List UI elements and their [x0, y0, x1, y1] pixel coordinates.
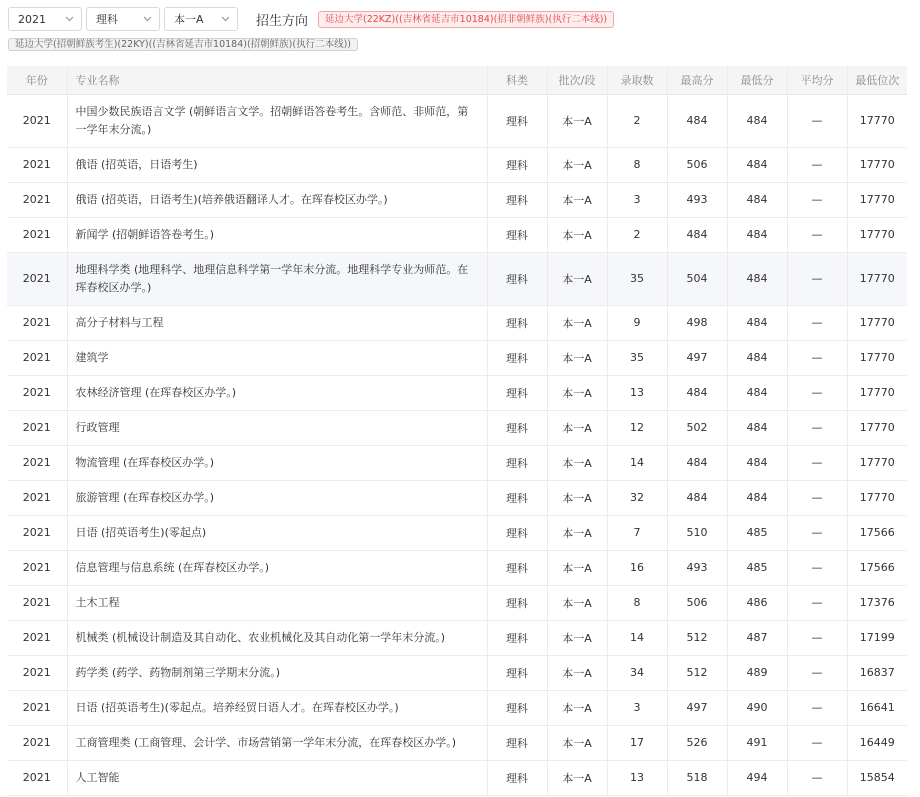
cell-min-rank: 17770 [847, 375, 907, 410]
cell-batch: 本一A [547, 340, 607, 375]
cell-min-rank: 17770 [847, 147, 907, 182]
cell-major: 建筑学 [67, 340, 487, 375]
cell-category: 理科 [487, 690, 547, 725]
cell-avg-score: — [787, 690, 847, 725]
cell-batch: 本一A [547, 252, 607, 305]
cell-major: 新闻学 (招朝鲜语答卷考生。) [67, 217, 487, 252]
cell-avg-score: — [787, 725, 847, 760]
cell-major: 日语 (招英语考生)(零起点) [67, 515, 487, 550]
cell-max-score: 484 [667, 94, 727, 147]
cell-batch: 本一A [547, 445, 607, 480]
cell-min-score: 484 [727, 182, 787, 217]
cell-batch: 本一A [547, 690, 607, 725]
cell-admitted: 3 [607, 182, 667, 217]
cell-admitted: 7 [607, 515, 667, 550]
cell-batch: 本一A [547, 182, 607, 217]
cell-category: 理科 [487, 550, 547, 585]
cell-major: 行政管理 [67, 410, 487, 445]
cell-year: 2021 [7, 305, 67, 340]
cell-batch: 本一A [547, 217, 607, 252]
cell-max-score: 526 [667, 725, 727, 760]
cell-min-rank: 17770 [847, 410, 907, 445]
cell-max-score: 506 [667, 585, 727, 620]
chevron-down-icon [220, 14, 230, 24]
cell-min-score: 485 [727, 515, 787, 550]
category-select-value: 理科 [96, 13, 118, 26]
cell-min-rank: 17770 [847, 252, 907, 305]
cell-admitted: 17 [607, 725, 667, 760]
cell-avg-score: — [787, 217, 847, 252]
cell-admitted: 14 [607, 620, 667, 655]
cell-year: 2021 [7, 480, 67, 515]
cell-batch: 本一A [547, 94, 607, 147]
cell-max-score: 484 [667, 445, 727, 480]
cell-min-score: 484 [727, 445, 787, 480]
cell-batch: 本一A [547, 760, 607, 795]
cell-category: 理科 [487, 725, 547, 760]
cell-major: 俄语 (招英语，日语考生)(培养俄语翻译人才。在珲春校区办学。) [67, 182, 487, 217]
cell-batch: 本一A [547, 480, 607, 515]
cell-admitted: 32 [607, 480, 667, 515]
cell-year: 2021 [7, 445, 67, 480]
cell-category: 理科 [487, 94, 547, 147]
direction-tag[interactable]: 延边大学(招朝鲜族考生)(22KY)((吉林省延吉市10184)(招朝鲜族)(执行二本线)) [8, 38, 358, 51]
cell-max-score: 512 [667, 620, 727, 655]
direction-tag-active[interactable]: 延边大学(22KZ)((吉林省延吉市10184)(招非朝鲜族)(执行二本线)) [318, 11, 614, 28]
cell-batch: 本一A [547, 410, 607, 445]
cell-admitted: 13 [607, 760, 667, 795]
cell-major: 地理科学类 (地理科学、地理信息科学第一学年末分流。地理科学专业为师范。在珲春校区办学。) [67, 252, 487, 305]
cell-batch: 本一A [547, 585, 607, 620]
cell-min-rank: 17770 [847, 305, 907, 340]
cell-year: 2021 [7, 410, 67, 445]
cell-category: 理科 [487, 445, 547, 480]
cell-avg-score: — [787, 655, 847, 690]
cell-admitted: 8 [607, 147, 667, 182]
cell-year: 2021 [7, 515, 67, 550]
cell-category: 理科 [487, 515, 547, 550]
cell-major: 俄语 (招英语，日语考生) [67, 147, 487, 182]
cell-year: 2021 [7, 147, 67, 182]
cell-min-rank: 17770 [847, 480, 907, 515]
cell-avg-score: — [787, 620, 847, 655]
col-header-max-score: 最高分 [667, 66, 727, 94]
cell-admitted: 13 [607, 375, 667, 410]
cell-year: 2021 [7, 620, 67, 655]
table-row[interactable] [7, 340, 907, 375]
cell-admitted: 8 [607, 585, 667, 620]
cell-max-score: 504 [667, 252, 727, 305]
cell-admitted: 2 [607, 217, 667, 252]
cell-avg-score: — [787, 760, 847, 795]
cell-min-score: 490 [727, 690, 787, 725]
col-header-batch: 批次/段 [547, 66, 607, 94]
cell-avg-score: — [787, 410, 847, 445]
cell-year: 2021 [7, 252, 67, 305]
cell-max-score: 493 [667, 550, 727, 585]
cell-year: 2021 [7, 375, 67, 410]
cell-batch: 本一A [547, 305, 607, 340]
col-header-min-rank: 最低位次 [847, 66, 907, 94]
cell-admitted: 16 [607, 550, 667, 585]
cell-year: 2021 [7, 182, 67, 217]
cell-admitted: 35 [607, 252, 667, 305]
direction-label: 招生方向 [256, 13, 309, 29]
cell-min-score: 484 [727, 305, 787, 340]
cell-max-score: 497 [667, 340, 727, 375]
cell-min-score: 494 [727, 760, 787, 795]
table-row[interactable] [7, 690, 907, 725]
cell-min-rank: 17566 [847, 550, 907, 585]
table-row[interactable] [7, 445, 907, 480]
cell-major: 工商管理类 (工商管理、会计学、市场营销第一学年末分流，在珲春校区办学。) [67, 725, 487, 760]
cell-year: 2021 [7, 760, 67, 795]
cell-batch: 本一A [547, 515, 607, 550]
cell-avg-score: — [787, 252, 847, 305]
cell-min-score: 484 [727, 94, 787, 147]
cell-year: 2021 [7, 94, 67, 147]
cell-min-score: 489 [727, 655, 787, 690]
col-header-min-score: 最低分 [727, 66, 787, 94]
cell-category: 理科 [487, 182, 547, 217]
cell-category: 理科 [487, 147, 547, 182]
cell-max-score: 484 [667, 480, 727, 515]
col-header-admitted: 录取数 [607, 66, 667, 94]
cell-category: 理科 [487, 760, 547, 795]
cell-min-rank: 16641 [847, 690, 907, 725]
cell-max-score: 506 [667, 147, 727, 182]
table-row[interactable] [7, 620, 907, 655]
table-row[interactable] [7, 182, 907, 217]
category-select[interactable] [86, 7, 160, 31]
cell-admitted: 12 [607, 410, 667, 445]
cell-min-score: 491 [727, 725, 787, 760]
cell-category: 理科 [487, 585, 547, 620]
cell-max-score: 512 [667, 655, 727, 690]
table-row[interactable] [7, 410, 907, 445]
cell-avg-score: — [787, 182, 847, 217]
cell-major: 高分子材料与工程 [67, 305, 487, 340]
table-row[interactable] [7, 480, 907, 515]
cell-max-score: 493 [667, 182, 727, 217]
cell-avg-score: — [787, 94, 847, 147]
cell-max-score: 498 [667, 305, 727, 340]
cell-category: 理科 [487, 305, 547, 340]
table-row[interactable] [7, 655, 907, 690]
cell-major: 旅游管理 (在珲春校区办学。) [67, 480, 487, 515]
cell-admitted: 3 [607, 690, 667, 725]
cell-year: 2021 [7, 217, 67, 252]
cell-major: 中国少数民族语言文学 (朝鲜语言文学。招朝鲜语答卷考生。含师范、非师范，第一学年末分流。) [67, 94, 487, 147]
cell-avg-score: — [787, 480, 847, 515]
cell-admitted: 9 [607, 305, 667, 340]
cell-min-rank: 17199 [847, 620, 907, 655]
table-row[interactable] [7, 375, 907, 410]
cell-admitted: 35 [607, 340, 667, 375]
cell-min-score: 484 [727, 252, 787, 305]
filter-bar [8, 7, 614, 31]
cell-category: 理科 [487, 410, 547, 445]
cell-batch: 本一A [547, 620, 607, 655]
table-row[interactable] [7, 725, 907, 760]
cell-batch: 本一A [547, 725, 607, 760]
cell-batch: 本一A [547, 655, 607, 690]
cell-category: 理科 [487, 480, 547, 515]
cell-category: 理科 [487, 217, 547, 252]
table-row[interactable] [7, 217, 907, 252]
cell-min-rank: 17770 [847, 94, 907, 147]
cell-avg-score: — [787, 550, 847, 585]
cell-category: 理科 [487, 375, 547, 410]
cell-min-score: 486 [727, 585, 787, 620]
cell-avg-score: — [787, 445, 847, 480]
cell-min-rank: 15854 [847, 760, 907, 795]
cell-min-rank: 16837 [847, 655, 907, 690]
cell-min-rank: 17770 [847, 217, 907, 252]
cell-min-score: 484 [727, 410, 787, 445]
cell-major: 信息管理与信息系统 (在珲春校区办学。) [67, 550, 487, 585]
cell-avg-score: — [787, 585, 847, 620]
year-select-value: 2021 [18, 12, 46, 26]
cell-avg-score: — [787, 305, 847, 340]
cell-max-score: 484 [667, 217, 727, 252]
table-row[interactable] [7, 252, 907, 305]
table-row[interactable] [7, 515, 907, 550]
batch-select[interactable] [164, 7, 238, 31]
cell-year: 2021 [7, 340, 67, 375]
cell-category: 理科 [487, 340, 547, 375]
table-row[interactable] [7, 147, 907, 182]
chevron-down-icon [142, 14, 152, 24]
cell-max-score: 502 [667, 410, 727, 445]
cell-major: 土木工程 [67, 585, 487, 620]
cell-major: 农林经济管理 (在珲春校区办学。) [67, 375, 487, 410]
cell-avg-score: — [787, 375, 847, 410]
cell-min-rank: 17566 [847, 515, 907, 550]
cell-year: 2021 [7, 550, 67, 585]
cell-batch: 本一A [547, 550, 607, 585]
col-header-category: 科类 [487, 66, 547, 94]
cell-min-score: 484 [727, 340, 787, 375]
table-row[interactable] [7, 94, 907, 147]
cell-min-rank: 17770 [847, 340, 907, 375]
cell-admitted: 34 [607, 655, 667, 690]
cell-max-score: 497 [667, 690, 727, 725]
col-header-avg-score: 平均分 [787, 66, 847, 94]
cell-year: 2021 [7, 585, 67, 620]
cell-year: 2021 [7, 725, 67, 760]
cell-max-score: 510 [667, 515, 727, 550]
cell-year: 2021 [7, 655, 67, 690]
cell-max-score: 518 [667, 760, 727, 795]
cell-min-score: 484 [727, 375, 787, 410]
col-header-year: 年份 [7, 66, 67, 94]
cell-avg-score: — [787, 340, 847, 375]
cell-min-rank: 17770 [847, 182, 907, 217]
cell-major: 药学类 (药学、药物制剂第三学期末分流。) [67, 655, 487, 690]
table-row[interactable] [7, 305, 907, 340]
cell-year: 2021 [7, 690, 67, 725]
cell-min-rank: 17770 [847, 445, 907, 480]
admission-table [7, 66, 907, 796]
cell-category: 理科 [487, 655, 547, 690]
chevron-down-icon [64, 14, 74, 24]
cell-category: 理科 [487, 620, 547, 655]
cell-major: 日语 (招英语考生)(零起点。培养经贸日语人才。在珲春校区办学。) [67, 690, 487, 725]
cell-batch: 本一A [547, 147, 607, 182]
cell-category: 理科 [487, 252, 547, 305]
table-row[interactable] [7, 550, 907, 585]
cell-avg-score: — [787, 147, 847, 182]
cell-min-score: 485 [727, 550, 787, 585]
cell-admitted: 2 [607, 94, 667, 147]
col-header-major: 专业名称 [67, 66, 487, 94]
cell-major: 机械类 (机械设计制造及其自动化、农业机械化及其自动化第一学年末分流。) [67, 620, 487, 655]
year-select[interactable] [8, 7, 82, 31]
cell-min-score: 487 [727, 620, 787, 655]
cell-min-score: 484 [727, 217, 787, 252]
cell-min-rank: 16449 [847, 725, 907, 760]
cell-max-score: 484 [667, 375, 727, 410]
cell-min-rank: 17376 [847, 585, 907, 620]
table-header-row [7, 66, 907, 94]
cell-admitted: 14 [607, 445, 667, 480]
cell-min-score: 484 [727, 480, 787, 515]
cell-avg-score: — [787, 515, 847, 550]
table-row[interactable] [7, 760, 907, 795]
cell-batch: 本一A [547, 375, 607, 410]
cell-min-score: 484 [727, 147, 787, 182]
cell-major: 物流管理 (在珲春校区办学。) [67, 445, 487, 480]
batch-select-value: 本一A [174, 13, 204, 26]
table-row[interactable] [7, 585, 907, 620]
cell-major: 人工智能 [67, 760, 487, 795]
